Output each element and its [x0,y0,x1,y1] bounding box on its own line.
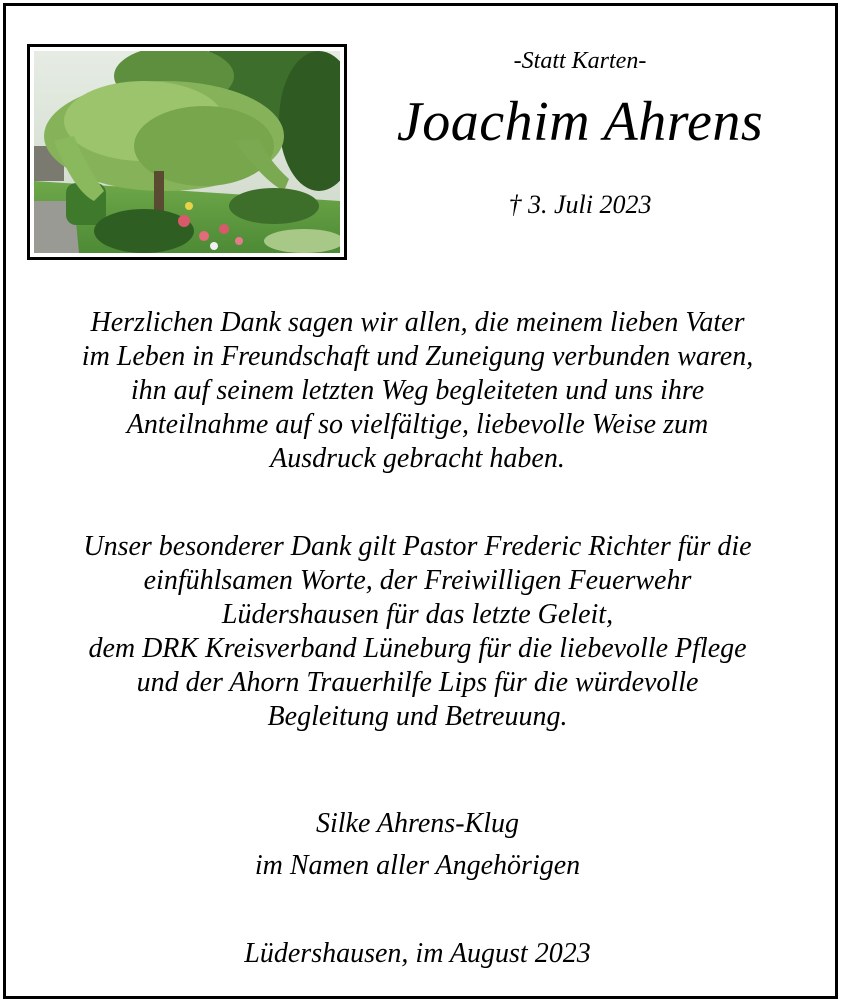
paragraph-line: ihn auf seinem letzten Weg begleiteten und uns ihre [130,375,705,406]
paragraph-line: Ausdruck gebracht haben. [270,443,565,474]
paragraph-line: Unser besonderer Dank gilt Pastor Frederic Richter für die [83,531,752,562]
paragraph-line: und der Ahorn Trauerhilfe Lips für die würdevolle [136,667,699,698]
paragraph-line: einfühlsamen Worte, der Freiwilligen Feuerwehr [143,565,692,596]
deceased-name: Joachim Ahrens [396,91,764,153]
paragraph-line: Begleitung und Betreuung. [267,701,568,732]
paragraph-line: dem DRK Kreisverband Lüneburg für die liebevolle Pflege [88,633,747,664]
special-thanks-paragraph [10,530,825,734]
place-and-date: Lüdershausen, im August 2023 [244,938,591,969]
death-date: † 3. Juli 2023 [508,190,652,219]
thanks-paragraph [10,306,825,476]
signature-on-behalf: im Namen aller Angehörigen [254,850,581,881]
garden-photo [34,51,340,253]
signature-name: Silke Ahrens-Klug [316,808,519,839]
paragraph-line: im Leben in Freundschaft und Zuneigung verbunden waren, [81,341,754,372]
paragraph-line: Lüdershausen für das letzte Geleit, [221,599,614,630]
photo-frame [27,44,347,260]
paragraph-line: Herzlichen Dank sagen wir allen, die meinem lieben Vater [90,307,745,338]
paragraph-line: Anteilnahme auf so vielfältige, liebevolle Weise zum [126,409,709,440]
pre-title: -Statt Karten- [513,48,647,74]
